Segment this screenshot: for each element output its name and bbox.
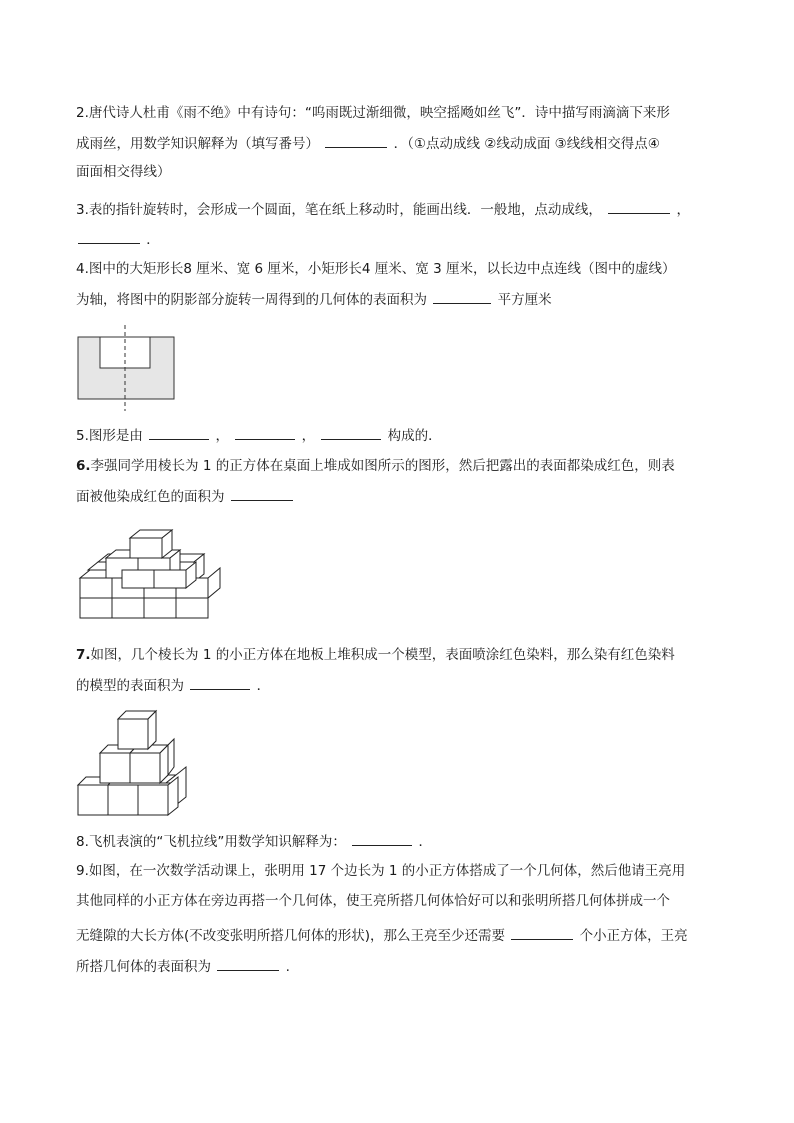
q4-answer-blank[interactable] — [433, 289, 491, 304]
q2-answer-blank[interactable] — [325, 133, 387, 148]
q4-unit: 平方厘米 — [497, 292, 552, 308]
q5-line — [76, 425, 442, 446]
q5-sep1: ， — [215, 428, 229, 444]
q6-line1 — [76, 456, 675, 476]
q8-end: ． — [418, 834, 432, 850]
q9-line4 — [76, 956, 290, 977]
q9-answer-blank-1[interactable] — [511, 925, 573, 940]
q7-stacked-cubes-figure — [76, 705, 196, 817]
q3-line2 — [76, 229, 160, 250]
q9-text-a: 无缝隙的大长方体(不改变张明所搭几何体的形状)，那么王亮至少还需要 — [76, 928, 506, 944]
q9-end: . — [285, 959, 290, 975]
q7-line2 — [76, 675, 270, 696]
q2-line2 — [76, 133, 660, 154]
q3-end: ． — [146, 232, 160, 248]
q6-text-b: 面被他染成红色的面积为 — [76, 489, 225, 505]
q3-answer-blank-2[interactable] — [78, 229, 140, 244]
q5-text-b: 构成的． — [387, 428, 442, 444]
q5-answer-blank-2[interactable] — [235, 425, 295, 440]
q3-answer-blank-1[interactable] — [608, 199, 670, 214]
q5-sep2: ， — [301, 428, 316, 444]
q6-text: 李强同学用棱长为 1 的正方体在桌面上堆成如图所示的图形，然后把露出的表面都染成红色，则表 — [90, 458, 675, 474]
q4-line2 — [76, 289, 552, 310]
q2-line3: 面面相交得线） — [76, 164, 171, 180]
q6-cube-pyramid-figure — [78, 522, 228, 622]
q8-text-a: 8.飞机表演的“飞机拉线”用数学知识解释为： — [76, 834, 346, 850]
q2-text-b: ．（①点动成线 ②线动成面 ③线线相交得点④ — [393, 136, 660, 152]
q7-line1 — [76, 645, 675, 665]
q6-line2 — [76, 486, 295, 507]
q5-answer-blank-1[interactable] — [149, 425, 209, 440]
q3-sep: ， — [676, 202, 690, 218]
q3-line1 — [76, 199, 690, 220]
q7-text: 如图，几个棱长为 1 的小正方体在地板上堆积成一个模型，表面喷涂红色染料，那么染有红色染料 — [90, 647, 675, 663]
q2-line1: 2.唐代诗人杜甫《雨不绝》中有诗句：“呜雨既过渐细微，映空摇飏如丝飞”．诗中描写雨滴滴下来形 — [76, 105, 670, 121]
q9-text-b: 个小正方体，王亮 — [579, 928, 688, 944]
q7-number: 7. — [76, 647, 91, 663]
q5-answer-blank-3[interactable] — [321, 425, 381, 440]
q9-line1: 9.如图，在一次数学活动课上，张明用 17 个边长为 1 的小正方体搭成了一个几何体，然后他请王亮用 — [76, 863, 686, 879]
q7-answer-blank[interactable] — [190, 675, 250, 690]
q9-answer-blank-2[interactable] — [217, 956, 279, 971]
q7-end: ． — [256, 678, 271, 694]
q4-text-a: 为轴，将图中的阴影部分旋转一周得到的几何体的表面积为 — [76, 292, 427, 308]
q2-text-a: 成雨丝，用数学知识解释为（填写番号） — [76, 136, 319, 152]
q8-answer-blank[interactable] — [352, 831, 412, 846]
q8-line — [76, 831, 432, 852]
q5-text-a: 5.图形是由 — [76, 428, 143, 444]
q7-text-a: 的模型的表面积为 — [76, 678, 184, 694]
q9-text-c: 所搭几何体的表面积为 — [76, 959, 211, 975]
q4-line1: 4.图中的大矩形长8 厘米、宽 6 厘米，小矩形长4 厘米、宽 3 厘米，以长边中点连线（图中的虚线） — [76, 261, 676, 277]
q3-text-a: 3.表的指针旋转时，会形成一个圆面，笔在纸上移动时，能画出线．一般地，点动成线， — [76, 202, 602, 218]
q4-rectangle-figure — [74, 323, 184, 413]
q9-line3 — [76, 925, 688, 946]
q9-line2: 其他同样的小正方体在旁边再搭一个几何体，使王亮所搭几何体恰好可以和张明所搭几何体拼成一个 — [76, 893, 670, 909]
q6-answer-blank[interactable] — [231, 486, 293, 501]
q6-number: 6. — [76, 458, 91, 474]
